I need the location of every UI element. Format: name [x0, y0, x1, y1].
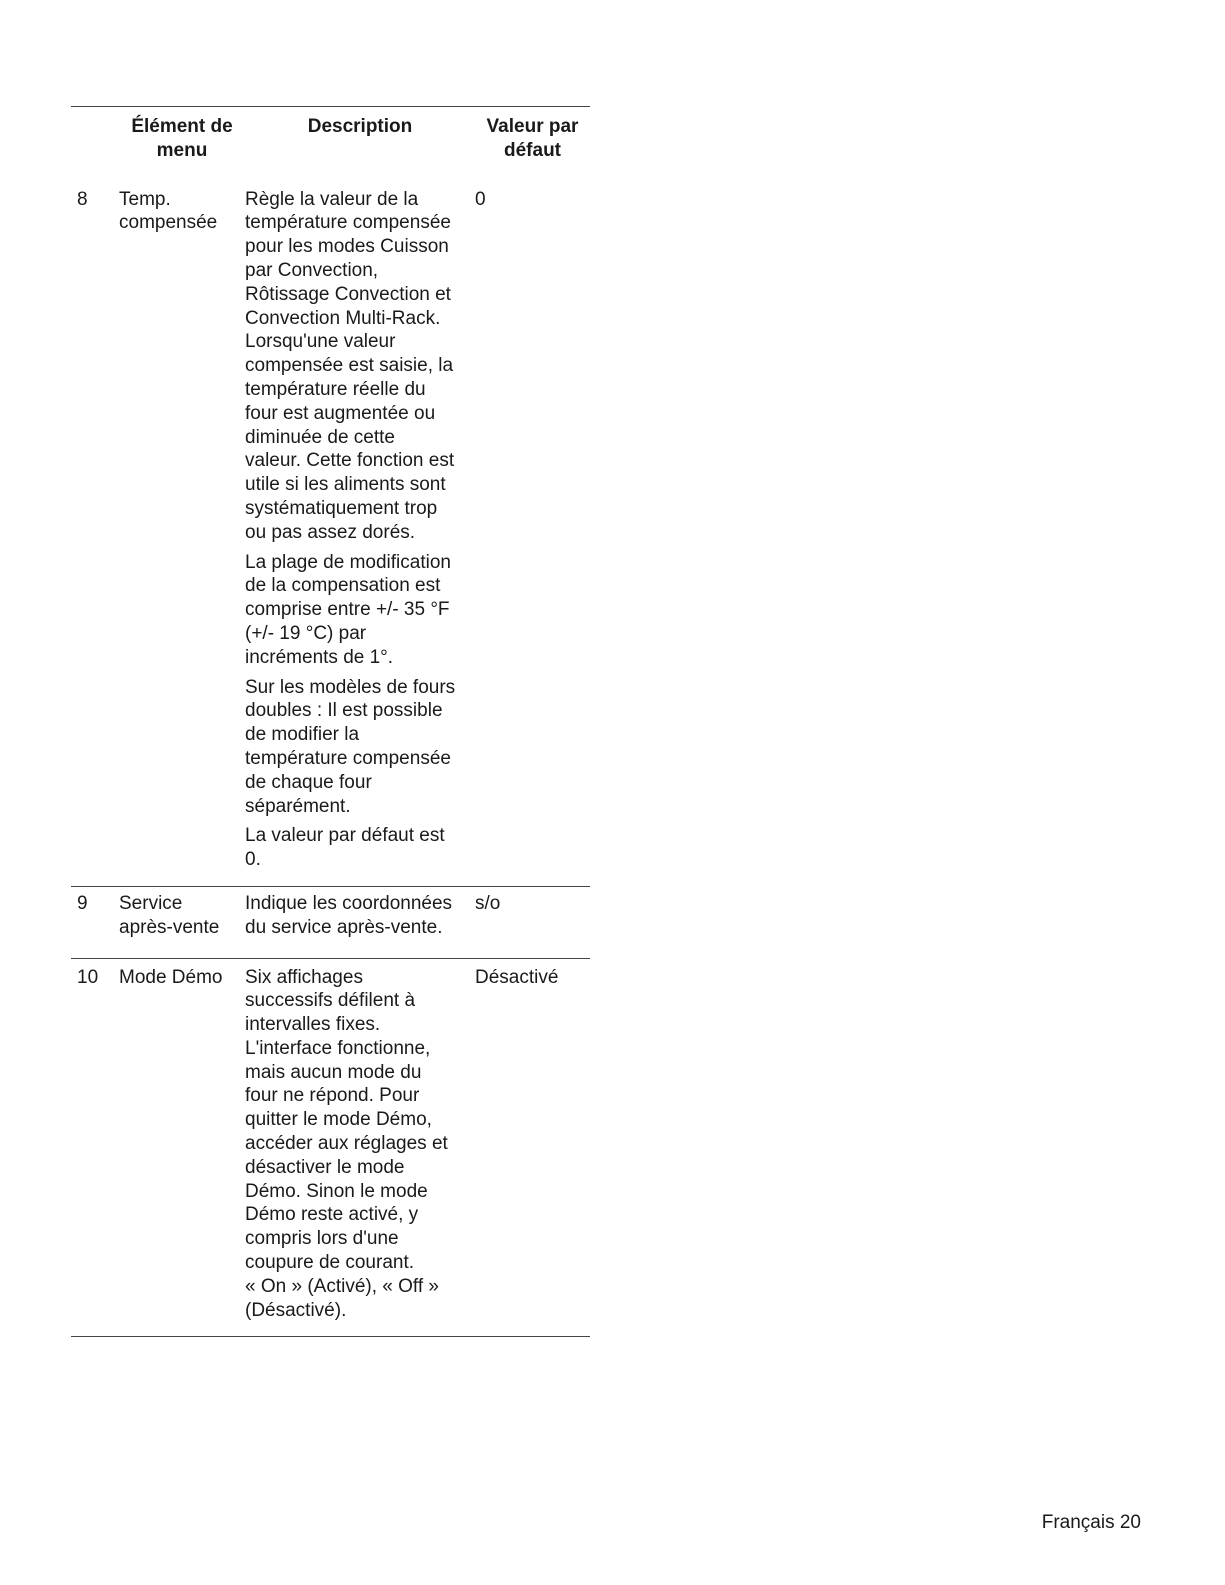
- row-item: Mode Démo: [119, 966, 223, 988]
- table-header-row: [71, 107, 590, 185]
- row-number: 8: [77, 188, 88, 210]
- table-bottom-rule: [71, 1336, 590, 1337]
- page-footer: Français 20: [1041, 1512, 1141, 1533]
- description-paragraph: Six affichages successifs défilent à intervalles fixes. L'interface fonctionne, mais aucun mode du four ne répond. Pour quitter le mode Démo, accéder aux réglages et désactiver le mode Démo. Sinon le mode Démo reste activé, y compris lors d'une coupure de courant. « On » (Activé), « Off » (Désactivé).: [245, 966, 448, 1321]
- table-row: [71, 185, 590, 886]
- description-paragraph: Indique les coordonnées du service après-vente.: [245, 892, 453, 938]
- header-num: [71, 115, 119, 169]
- row-description: [245, 966, 475, 1323]
- table-row: [71, 887, 590, 958]
- row-item: Service après-vente: [119, 892, 220, 938]
- description-paragraph: Règle la valeur de la température compensée pour les modes Cuisson par Convection, Rôtissage Convection et Convection Multi-Rack. Lorsqu'une valeur compensée est saisie, la température réelle du four est augmentée ou diminuée de cette valeur. Cette fonction est utile si les aliments sont systématiquement trop ou pas assez dorés.: [245, 188, 455, 543]
- row-description: [245, 188, 475, 872]
- row-item: Temp. compensée: [119, 188, 218, 234]
- header-default: Valeur par défaut: [486, 116, 579, 161]
- header-item: Élément de menu: [131, 116, 233, 161]
- row-number: 10: [77, 966, 99, 988]
- row-number: 9: [77, 892, 88, 914]
- table-row: [71, 959, 590, 1337]
- row-default: 0: [475, 188, 486, 210]
- settings-table: [71, 106, 590, 1337]
- description-paragraph: La plage de modification de la compensation est comprise entre +/- 35 °F (+/- 19 °C) par incréments de 1°.: [245, 551, 451, 668]
- description-paragraph: Sur les modèles de fours doubles : Il est possible de modifier la température compensée de chaque four séparément.: [245, 676, 456, 817]
- row-default: s/o: [475, 892, 501, 914]
- row-default: Désactivé: [475, 966, 559, 988]
- header-description: Description: [307, 116, 413, 137]
- description-paragraph: La valeur par défaut est 0.: [245, 825, 445, 871]
- row-description: [245, 892, 475, 946]
